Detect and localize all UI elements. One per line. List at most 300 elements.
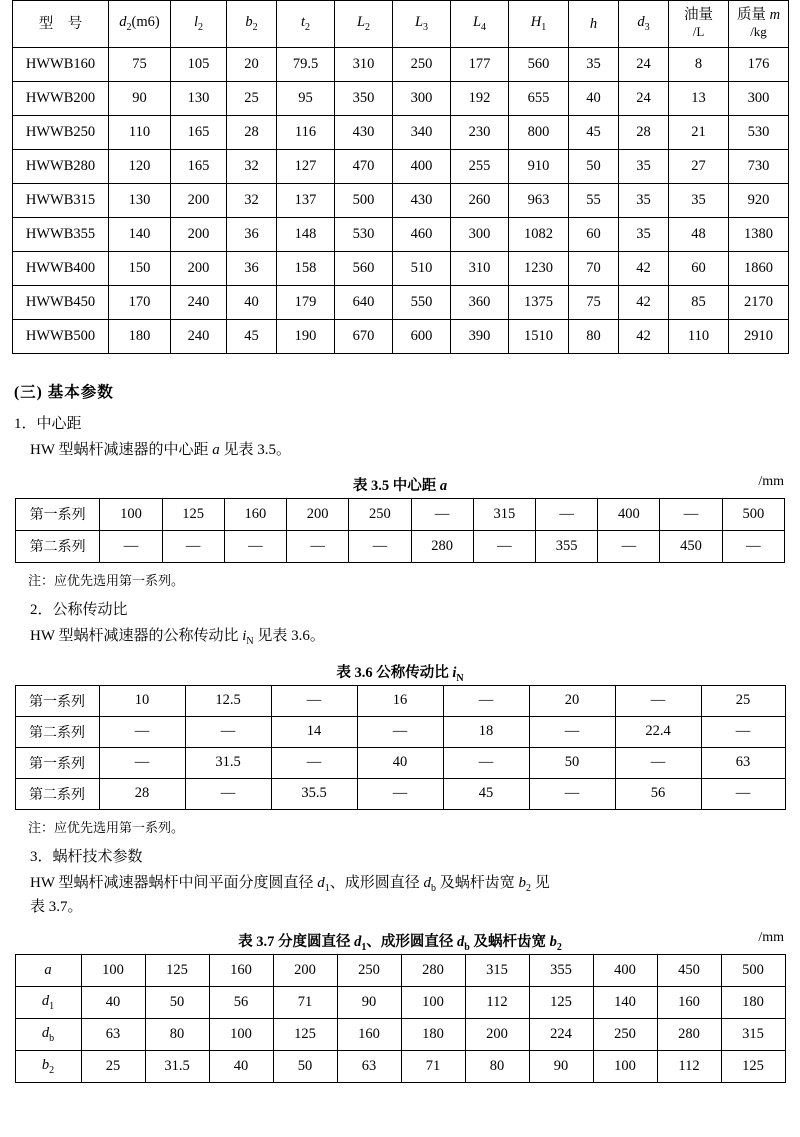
cell-value: 100 (401, 987, 465, 1019)
table-row (15, 955, 785, 987)
cell-value: 100 (100, 498, 162, 530)
cell-value: 280 (411, 530, 473, 562)
cell-value: 75 (569, 286, 619, 320)
table-36-note: 注：应优先选用第一系列。 (28, 819, 185, 835)
row-header: 第二系列 (15, 716, 99, 747)
cell-value: 300 (393, 82, 451, 116)
row-header: $d_b$ (15, 1019, 81, 1051)
table-37 (15, 954, 786, 1083)
table-37-caption-b2: b (549, 934, 557, 950)
row-header: 第一系列 (15, 747, 99, 778)
col-header-H1: $H_1$ (509, 1, 569, 48)
cell-model: HWWB280 (13, 150, 109, 184)
col-header-d2: $d_2(m6)$ (109, 1, 171, 48)
table-36-caption-symbol: i (452, 664, 457, 681)
table-37-caption-a: 表 3.7 分度圆直径 (238, 934, 355, 950)
cell-value: 40 (227, 286, 277, 320)
cell-value: — (473, 530, 535, 562)
cell-value: 200 (273, 955, 337, 987)
table-row (15, 685, 785, 716)
cell-value: 500 (721, 955, 785, 987)
cell-value: 60 (569, 218, 619, 252)
cell-value: 2170 (729, 286, 789, 320)
cell-value: 460 (393, 218, 451, 252)
table-row (13, 82, 789, 116)
table-37-caption-d1-sub: 1 (361, 941, 367, 953)
cell-value: 45 (227, 320, 277, 354)
cell-value: 28 (99, 778, 185, 809)
cell-value: 600 (393, 320, 451, 354)
table-35-caption (0, 474, 800, 495)
cell-value: 240 (171, 286, 227, 320)
col-header-oil: 油量 /L (669, 1, 729, 48)
cell-value: 12.5 (185, 685, 271, 716)
table-row (16, 498, 785, 530)
col-header-L2: $L_2$ (335, 1, 393, 48)
cell-value: 90 (109, 82, 171, 116)
cell-value: 27 (669, 150, 729, 184)
cell-value: 40 (209, 1051, 273, 1083)
cell-value: 400 (593, 955, 657, 987)
cell-value: 450 (657, 955, 721, 987)
cell-value: 48 (669, 218, 729, 252)
cell-value: — (224, 530, 286, 562)
cell-value: 150 (109, 252, 171, 286)
table-35-caption-row (0, 474, 800, 494)
table-36-body (15, 685, 785, 809)
item-3-symbol-b2: b (518, 874, 527, 891)
item-3-symbol-d1-sub: 1 (324, 882, 330, 894)
cell-value: 158 (277, 252, 335, 286)
cell-value: 300 (451, 218, 509, 252)
item-1-title: 1．中心距 (14, 416, 82, 432)
cell-value: 140 (593, 987, 657, 1019)
cell-value: 1230 (509, 252, 569, 286)
table-row (13, 320, 789, 354)
table-row (15, 1051, 785, 1083)
cell-value: 280 (657, 1019, 721, 1051)
cell-value: — (598, 530, 660, 562)
cell-value: — (529, 716, 615, 747)
cell-value: — (615, 685, 701, 716)
cell-value: 95 (277, 82, 335, 116)
cell-value: 25 (701, 685, 785, 716)
cell-value: 100 (593, 1051, 657, 1083)
cell-value: 70 (569, 252, 619, 286)
cell-value: 200 (171, 184, 227, 218)
cell-value: — (529, 778, 615, 809)
cell-value: — (162, 530, 224, 562)
cell-value: 470 (335, 150, 393, 184)
cell-value: 31.5 (145, 1051, 209, 1083)
cell-value: 250 (593, 1019, 657, 1051)
cell-value: 35 (669, 184, 729, 218)
cell-value: 40 (569, 82, 619, 116)
cell-model: HWWB250 (13, 116, 109, 150)
cell-value: 42 (619, 320, 669, 354)
cell-value: 18 (443, 716, 529, 747)
cell-value: — (271, 747, 357, 778)
cell-value: — (100, 530, 162, 562)
cell-model: HWWB160 (13, 48, 109, 82)
col-header-h: h (569, 1, 619, 48)
cell-value: — (99, 716, 185, 747)
section-title: (三) 基本参数 (14, 384, 114, 401)
cell-value: 160 (224, 498, 286, 530)
col-header-l2: $l_2$ (171, 1, 227, 48)
cell-model: HWWB315 (13, 184, 109, 218)
cell-value: 105 (171, 48, 227, 82)
cell-value: 200 (287, 498, 349, 530)
cell-value: 125 (721, 1051, 785, 1083)
cell-value: 24 (619, 82, 669, 116)
item-2-text-pre: HW 型蜗杆减速器的公称传动比 (30, 627, 243, 644)
cell-value: — (701, 778, 785, 809)
cell-value: 280 (401, 955, 465, 987)
cell-value: 200 (171, 218, 227, 252)
table-row (13, 116, 789, 150)
cell-value: — (411, 498, 473, 530)
cell-value: 20 (529, 685, 615, 716)
cell-value: 21 (669, 116, 729, 150)
cell-value: 355 (535, 530, 597, 562)
table-37-body (15, 955, 785, 1083)
cell-value: 800 (509, 116, 569, 150)
cell-value: 640 (335, 286, 393, 320)
cell-model: HWWB500 (13, 320, 109, 354)
cell-value: — (535, 498, 597, 530)
cell-value: — (660, 498, 722, 530)
cell-value: 1082 (509, 218, 569, 252)
cell-value: 430 (335, 116, 393, 150)
cell-value: 50 (569, 150, 619, 184)
cell-value: — (349, 530, 411, 562)
cell-value: 260 (451, 184, 509, 218)
cell-value: 110 (109, 116, 171, 150)
cell-value: 130 (171, 82, 227, 116)
cell-model: HWWB450 (13, 286, 109, 320)
cell-value: 310 (335, 48, 393, 82)
item-2-title: 2．公称传动比 (30, 601, 128, 618)
item-3-title: 3．蜗杆技术参数 (30, 848, 143, 865)
table-header-row (13, 1, 789, 48)
cell-value: 500 (722, 498, 784, 530)
cell-value: 315 (721, 1019, 785, 1051)
cell-value: 56 (209, 987, 273, 1019)
cell-value: 35 (619, 184, 669, 218)
cell-value: 80 (569, 320, 619, 354)
cell-value: 36 (227, 252, 277, 286)
cell-value: 165 (171, 150, 227, 184)
cell-value: 170 (109, 286, 171, 320)
cell-value: 20 (227, 48, 277, 82)
cell-value: 560 (509, 48, 569, 82)
cell-value: 1510 (509, 320, 569, 354)
table-37-caption-b: 、成形圆直径 (366, 934, 458, 950)
cell-value: 255 (451, 150, 509, 184)
cell-value: 1375 (509, 286, 569, 320)
cell-value: — (443, 747, 529, 778)
cell-value: 176 (729, 48, 789, 82)
cell-value: 963 (509, 184, 569, 218)
row-header: $d_1$ (15, 987, 81, 1019)
cell-value: 137 (277, 184, 335, 218)
cell-value: 35.5 (271, 778, 357, 809)
cell-value: — (357, 716, 443, 747)
cell-value: 50 (273, 1051, 337, 1083)
cell-value: 125 (529, 987, 593, 1019)
cell-value: 55 (569, 184, 619, 218)
cell-value: 112 (657, 1051, 721, 1083)
cell-value: 8 (669, 48, 729, 82)
table-36-caption-sub: N (456, 672, 464, 684)
cell-value: 110 (669, 320, 729, 354)
row-header: 第一系列 (15, 685, 99, 716)
cell-value: 90 (529, 1051, 593, 1083)
cell-value: 25 (227, 82, 277, 116)
cell-value: 116 (277, 116, 335, 150)
cell-value: 25 (81, 1051, 145, 1083)
cell-model: HWWB400 (13, 252, 109, 286)
table-37-caption-c: 及蜗杆齿宽 (469, 934, 550, 950)
table-row (15, 747, 785, 778)
item-3-paragraph: HW 型蜗杆减速器蜗杆中间平面分度圆直径 $d_1$、成形圆直径 $d_b$ 及蜗杆齿宽 $b_2$ 见 表 3.7。 (30, 874, 550, 915)
col-header-model: 型 号 (13, 1, 109, 48)
cell-value: 300 (729, 82, 789, 116)
cell-value: 28 (227, 116, 277, 150)
cell-value: 35 (619, 150, 669, 184)
cell-value: 250 (337, 955, 401, 987)
cell-value: 224 (529, 1019, 593, 1051)
item-3-symbol-db-sub: b (431, 882, 436, 894)
cell-value: 80 (145, 1019, 209, 1051)
cell-value: — (271, 685, 357, 716)
table-35-note: 注：应优先选用第一系列。 (28, 572, 185, 588)
table-36-caption-text: 表 3.6 公称传动比 (336, 664, 453, 681)
item-2-symbol-i: i (242, 627, 247, 644)
cell-value: 32 (227, 184, 277, 218)
table-row (13, 150, 789, 184)
cell-value: 36 (227, 218, 277, 252)
table-37-unit: /mm (758, 930, 784, 945)
cell-value: 2910 (729, 320, 789, 354)
cell-value: 180 (109, 320, 171, 354)
item-1-text-pre: HW 型蜗杆减速器的中心距 (30, 442, 213, 458)
cell-value: — (99, 747, 185, 778)
cell-value: 63 (701, 747, 785, 778)
cell-value: 510 (393, 252, 451, 286)
table-35-caption-symbol: a (439, 477, 448, 494)
cell-value: 340 (393, 116, 451, 150)
table-36 (15, 685, 786, 810)
cell-value: 63 (81, 1019, 145, 1051)
col-header-mass: 质量 m /kg (729, 1, 789, 48)
cell-value: 250 (349, 498, 411, 530)
cell-value: — (185, 778, 271, 809)
table-37-caption-d1: d (354, 934, 362, 950)
table-row (13, 184, 789, 218)
item-1-paragraph (30, 439, 800, 462)
cell-value: 179 (277, 286, 335, 320)
cell-value: 125 (273, 1019, 337, 1051)
cell-value: 125 (145, 955, 209, 987)
cell-value: 200 (465, 1019, 529, 1051)
cell-value: 75 (109, 48, 171, 82)
col-header-t2: $t_2$ (277, 1, 335, 48)
item-2-paragraph (30, 625, 800, 649)
cell-value: 13 (669, 82, 729, 116)
cell-value: 355 (529, 955, 593, 987)
table-row (13, 252, 789, 286)
cell-value: 125 (162, 498, 224, 530)
table-36-caption (0, 661, 800, 684)
item-3-symbol-b2-sub: 2 (526, 882, 532, 894)
cell-value: 80 (465, 1051, 529, 1083)
item-1-text-post: 见表 3.5。 (219, 442, 291, 458)
cell-value: 192 (451, 82, 509, 116)
cell-value: 655 (509, 82, 569, 116)
cell-value: 910 (509, 150, 569, 184)
cell-value: 180 (401, 1019, 465, 1051)
table-row (15, 987, 785, 1019)
cell-model: HWWB355 (13, 218, 109, 252)
cell-value: 45 (569, 116, 619, 150)
cell-value: 920 (729, 184, 789, 218)
cell-value: — (701, 716, 785, 747)
cell-value: 140 (109, 218, 171, 252)
col-header-L4: $L_4$ (451, 1, 509, 48)
cell-value: 400 (598, 498, 660, 530)
cell-value: — (287, 530, 349, 562)
cell-value: 31.5 (185, 747, 271, 778)
main-spec-table-body (13, 48, 789, 354)
cell-value: 200 (171, 252, 227, 286)
cell-value: 14 (271, 716, 357, 747)
table-row (13, 218, 789, 252)
main-spec-table (12, 0, 789, 354)
cell-value: 250 (393, 48, 451, 82)
table-37-caption-b2-sub: 2 (556, 941, 562, 953)
cell-value: 148 (277, 218, 335, 252)
cell-value: 230 (451, 116, 509, 150)
table-35-caption-text: 表 3.5 中心距 (352, 477, 440, 494)
table-37-caption-db-sub: b (464, 941, 470, 953)
cell-value: 120 (109, 150, 171, 184)
row-header: $b_2$ (15, 1051, 81, 1083)
table-row (13, 48, 789, 82)
cell-value: 45 (443, 778, 529, 809)
col-header-b2: $b_2$ (227, 1, 277, 48)
cell-value: 79.5 (277, 48, 335, 82)
cell-value: 450 (660, 530, 722, 562)
cell-value: 50 (529, 747, 615, 778)
table-35 (15, 498, 785, 563)
cell-value: — (615, 747, 701, 778)
cell-value: 670 (335, 320, 393, 354)
table-35-unit: /mm (758, 473, 784, 489)
cell-value: 530 (335, 218, 393, 252)
cell-value: 40 (81, 987, 145, 1019)
cell-value: 177 (451, 48, 509, 82)
cell-value: 160 (209, 955, 273, 987)
cell-value: 1380 (729, 218, 789, 252)
cell-value: — (185, 716, 271, 747)
cell-value: 390 (451, 320, 509, 354)
cell-value: 22.4 (615, 716, 701, 747)
cell-value: 315 (465, 955, 529, 987)
cell-value: — (357, 778, 443, 809)
main-spec-table-wrapper (0, 0, 800, 354)
cell-value: 56 (615, 778, 701, 809)
cell-value: — (722, 530, 784, 562)
cell-value: 40 (357, 747, 443, 778)
row-header: a (15, 955, 81, 987)
cell-value: 550 (393, 286, 451, 320)
table-37-caption-row (0, 930, 800, 953)
cell-value: 112 (465, 987, 529, 1019)
cell-value: 50 (145, 987, 209, 1019)
cell-value: 42 (619, 286, 669, 320)
col-header-d3: $d_3$ (619, 1, 669, 48)
cell-value: 85 (669, 286, 729, 320)
cell-value: 100 (209, 1019, 273, 1051)
item-3-text-a: HW 型蜗杆减速器蜗杆中间平面分度圆直径 (30, 874, 318, 891)
cell-value: 71 (273, 987, 337, 1019)
table-row (15, 778, 785, 809)
cell-value: 500 (335, 184, 393, 218)
cell-value: 10 (99, 685, 185, 716)
table-37-caption-db: d (457, 934, 465, 950)
cell-value: 180 (721, 987, 785, 1019)
cell-value: 71 (401, 1051, 465, 1083)
cell-value: 560 (335, 252, 393, 286)
cell-value: 35 (619, 218, 669, 252)
col-header-L3: $L_3$ (393, 1, 451, 48)
cell-value: 1860 (729, 252, 789, 286)
cell-value: 127 (277, 150, 335, 184)
cell-value: 160 (657, 987, 721, 1019)
item-2-symbol-sub: N (246, 635, 254, 647)
table-37-caption (0, 930, 800, 953)
cell-value: 100 (81, 955, 145, 987)
table-row (15, 716, 785, 747)
table-36-caption-row (0, 661, 800, 684)
cell-value: — (443, 685, 529, 716)
cell-model: HWWB200 (13, 82, 109, 116)
table-35-body (16, 498, 785, 562)
cell-value: 310 (451, 252, 509, 286)
row-header: 第二系列 (15, 778, 99, 809)
cell-value: 165 (171, 116, 227, 150)
cell-value: 530 (729, 116, 789, 150)
cell-value: 350 (335, 82, 393, 116)
cell-value: 60 (669, 252, 729, 286)
item-2-text-post: 见表 3.6。 (253, 627, 325, 644)
cell-value: 400 (393, 150, 451, 184)
table-row (13, 286, 789, 320)
cell-value: 28 (619, 116, 669, 150)
table-row (15, 1019, 785, 1051)
item-3-symbol-d1: d (317, 874, 325, 891)
cell-value: 42 (619, 252, 669, 286)
cell-value: 160 (337, 1019, 401, 1051)
cell-value: 360 (451, 286, 509, 320)
cell-value: 130 (109, 184, 171, 218)
cell-value: 90 (337, 987, 401, 1019)
cell-value: 240 (171, 320, 227, 354)
item-3-text-c: 及蜗杆齿宽 (436, 874, 519, 891)
item-3-text-b: 、成形圆直径 (329, 874, 424, 891)
